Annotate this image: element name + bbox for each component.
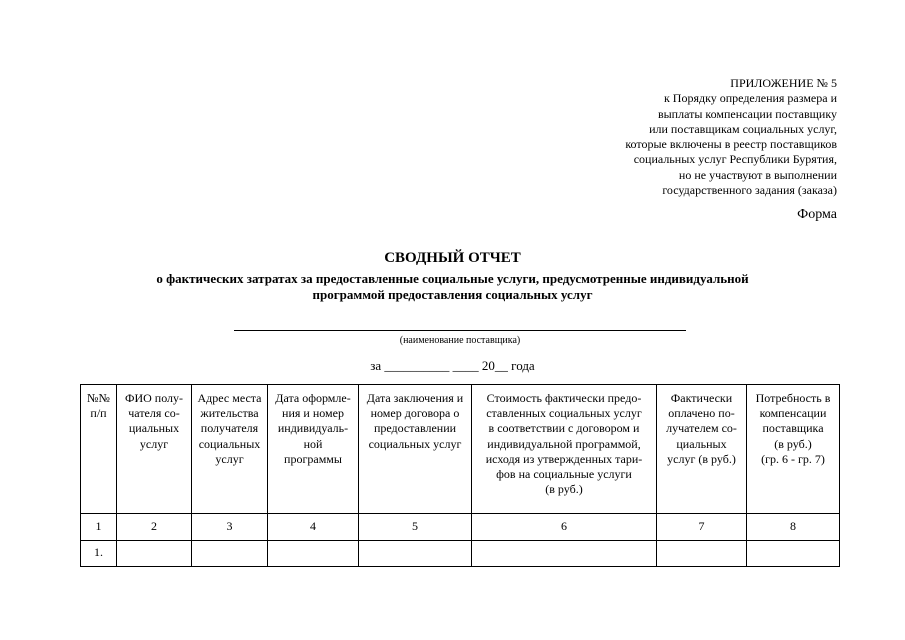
subtitle-line: о фактических затратах за предоставленные социальные услуги, предусмотренные индивидуальной [156,271,749,286]
supplier-name-field[interactable] [234,330,686,331]
header-line: индивидуальной программой, [487,436,641,451]
document-subtitle [0,271,905,303]
header-line: социальных услуг [368,436,462,451]
appendix-line: выплаты компенсации поставщику [657,106,837,121]
header-line: услуг [215,451,244,466]
header-line: услуг (в руб.) [667,451,736,466]
subtitle-line: программой предоставления социальных услуг [312,287,593,302]
header-line: №№ [87,391,110,405]
table-row [81,541,840,567]
header-cell-contract-date [359,385,472,514]
header-line: в соответствии с договором и [488,421,640,436]
appendix-line: государственного задания (заказа) [662,183,837,198]
table-header-row [81,385,840,514]
header-line: Фактически [670,391,733,405]
header-line: Дата заключения и [366,391,464,405]
appendix-line: или поставщикам социальных услуг, [649,121,837,136]
row-number-cell: 1. [81,541,117,567]
header-line: Дата оформле- [275,391,351,405]
report-period: за __________ ____ 20__ года [370,358,535,373]
header-cell-recipient-address [192,385,268,514]
header-line: социальных [198,436,261,451]
table-cell[interactable] [657,541,747,567]
table-cell[interactable] [359,541,472,567]
header-line: циальных [676,436,727,451]
header-line: поставщика [762,421,824,436]
supplier-caption: (наименование поставщика) [399,335,521,346]
header-line: индивидуаль- [277,421,349,436]
report-table [80,384,840,567]
header-line: (гр. 6 - гр. 7) [761,451,825,466]
document-title: СВОДНЫЙ ОТЧЕТ [384,250,521,266]
header-line: п/п [90,406,107,421]
header-line: ФИО полу- [124,391,184,405]
column-number-cell: 1 [81,514,117,541]
header-line: номер договора о [370,406,460,421]
header-line: фов на социальные услуги [496,467,632,482]
column-number-cell: 3 [192,514,268,541]
appendix-line: но не участвуют в выполнении [678,167,837,182]
header-line: жительства [200,406,259,421]
header-line: Потребность в [755,391,831,405]
table-cell[interactable] [472,541,657,567]
header-line: ставленных социальных услуг [486,406,642,421]
header-line: лучателем со- [666,421,737,436]
table-cell[interactable] [747,541,840,567]
table-cell[interactable] [192,541,268,567]
header-line: оплачено по- [668,406,735,421]
header-line: услуг [139,436,169,451]
header-line: (в руб.) [774,436,812,451]
appendix-line: ПРИЛОЖЕНИЕ № 5 [730,76,837,90]
appendix-line: к Порядку определения размера и [663,91,837,106]
header-line: программы [284,451,342,466]
column-number-cell: 8 [747,514,840,541]
header-cell-compensation-need [747,385,840,514]
form-label: Форма [797,207,837,222]
column-number-cell: 5 [359,514,472,541]
appendix-line: которые включены в реестр поставщиков [625,137,837,152]
header-cell-paid-by-recipient [657,385,747,514]
column-number-row [81,514,840,541]
header-line: Стоимость фактически предо- [486,391,642,405]
header-cell-recipient-name [117,385,192,514]
table-cell[interactable] [268,541,359,567]
table-cell[interactable] [117,541,192,567]
column-number-cell: 6 [472,514,657,541]
header-line: предоставлении [373,421,457,436]
column-number-cell: 4 [268,514,359,541]
column-number-cell: 7 [657,514,747,541]
appendix-line: социальных услуг Республики Бурятия, [633,152,837,167]
header-line: Адрес места [197,391,262,405]
header-cell-program-date [268,385,359,514]
header-line: (в руб.) [545,482,583,497]
header-line: ной [303,436,323,451]
header-line: компенсации [759,406,827,421]
appendix-block [537,76,837,198]
header-line: ния и номер [282,406,344,421]
header-line: чателя со- [128,406,180,421]
header-line: исходя из утвержденных тари- [485,451,643,466]
column-number-cell: 2 [117,514,192,541]
header-line: получателя [200,421,259,436]
header-cell-actual-cost [472,385,657,514]
header-line: циальных [128,421,180,436]
header-cell-number [81,385,117,514]
